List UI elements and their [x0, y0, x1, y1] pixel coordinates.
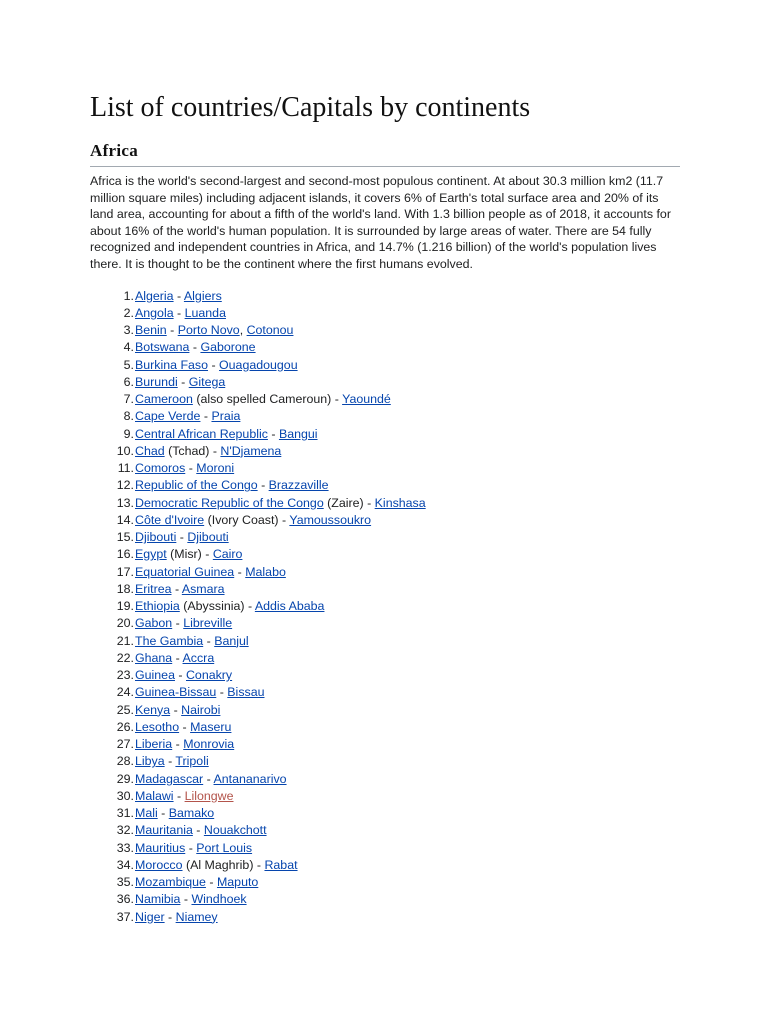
article [90, 88, 680, 926]
list-item-number: 15. [116, 530, 134, 545]
capital-link[interactable]: Niamey [175, 909, 218, 924]
country-alt-name: (Tchad) [168, 443, 210, 458]
capital-link[interactable]: Bangui [278, 426, 318, 441]
capital-link[interactable]: Bissau [227, 685, 265, 700]
list-item: 2. Angola - Luanda [90, 305, 680, 322]
list-item: 10. Chad (Tchad) - N'Djamena [90, 443, 680, 460]
country-alt-name: (Ivory Coast) [207, 512, 279, 527]
list-item: 32. Mauritania - Nouakchott [90, 822, 680, 839]
list-item-number: 33. [116, 840, 134, 855]
list-item-number: 24. [116, 685, 134, 700]
country-link[interactable]: Niger [135, 909, 165, 924]
list-item: 21. The Gambia - Banjul [90, 633, 680, 650]
list-item-number: 1. [123, 288, 134, 303]
list-item: 8. Cape Verde - Praia [90, 408, 680, 425]
list-item-number: 5. [123, 357, 134, 372]
list-item: 28. Libya - Tripoli [90, 753, 680, 770]
list-item-number: 11. [117, 461, 134, 476]
country-link[interactable]: Guinea-Bissau [135, 685, 217, 700]
country-link[interactable]: Chad [135, 443, 165, 458]
list-item-number: 4. [123, 340, 134, 355]
list-item: 37. Niger - Niamey [90, 909, 680, 926]
list-item: 34. Morocco (Al Maghrib) - Rabat [90, 857, 680, 874]
list-item: 35. Mozambique - Maputo [90, 874, 680, 891]
list-item: 36. Namibia - Windhoek [90, 891, 680, 908]
list-item-number: 13. [116, 495, 134, 510]
country-link[interactable]: Angola [135, 305, 174, 320]
list-item-number: 35. [116, 875, 134, 890]
capital-link[interactable]: Nairobi [181, 702, 221, 717]
country-alt-name: (also spelled Cameroun) [196, 392, 332, 407]
list-item: 30. Malawi - Lilongwe [90, 788, 680, 805]
list-item: 1. Algeria - Algiers [90, 288, 680, 305]
list-item: 16. Egypt (Misr) - Cairo [90, 546, 680, 563]
country-link[interactable]: Cape Verde [135, 409, 201, 424]
country-link[interactable]: Ghana [135, 650, 173, 665]
capital-link[interactable]: Algiers [183, 288, 222, 303]
country-link[interactable]: Democratic Republic of the Congo [135, 495, 324, 510]
list-item-number: 28. [116, 754, 134, 769]
capital-link[interactable]: Moroni [196, 461, 235, 476]
list-item: 13. Democratic Republic of the Congo (Zaire) - Kinshasa [90, 495, 680, 512]
list-item: 17. Equatorial Guinea - Malabo [90, 564, 680, 581]
capital-link[interactable]: Porto Novo [177, 323, 240, 338]
capital-link[interactable]: Yaoundé [342, 392, 391, 407]
list-item-number: 10. [116, 443, 134, 458]
list-item-number: 34. [116, 857, 134, 872]
list-item-number: 36. [116, 892, 134, 907]
capital-link[interactable]: Lilongwe [184, 788, 234, 803]
list-item: 4. Botswana - Gaborone [90, 339, 680, 356]
country-link[interactable]: Lesotho [135, 719, 180, 734]
list-item-number: 22. [116, 650, 134, 665]
country-link[interactable]: Eritrea [135, 581, 172, 596]
capital-link[interactable]: Antananarivo [213, 771, 287, 786]
capital-link[interactable]: Accra [182, 650, 215, 665]
capital-link[interactable]: Bamako [168, 806, 215, 821]
country-alt-name: (Misr) [170, 547, 202, 562]
country-link[interactable]: Egypt [135, 547, 167, 562]
list-item-number: 29. [116, 771, 134, 786]
capital-link[interactable]: Rabat [264, 857, 298, 872]
country-link[interactable]: Central African Republic [135, 426, 268, 441]
country-capital-list [90, 288, 680, 926]
country-link[interactable]: Morocco [135, 857, 183, 872]
capital-link[interactable]: Nouakchott [203, 823, 267, 838]
list-item-number: 30. [116, 788, 134, 803]
capital-link[interactable]: Maseru [190, 719, 232, 734]
list-item: 11. Comoros - Moroni [90, 460, 680, 477]
list-item-number: 19. [116, 599, 134, 614]
country-link[interactable]: Comoros [135, 461, 186, 476]
capital-link[interactable]: Luanda [184, 305, 226, 320]
list-item: 22. Ghana - Accra [90, 650, 680, 667]
list-item: 26. Lesotho - Maseru [90, 719, 680, 736]
country-link[interactable]: Equatorial Guinea [135, 564, 235, 579]
list-item-number: 32. [116, 823, 134, 838]
country-link[interactable]: Mauritius [135, 840, 186, 855]
country-link[interactable]: Libya [135, 754, 165, 769]
section-heading-africa: Africa [90, 138, 680, 167]
list-item-number: 26. [116, 719, 134, 734]
country-link[interactable]: Burundi [135, 374, 178, 389]
capital-link[interactable]: Gaborone [200, 340, 256, 355]
list-item-number: 20. [116, 616, 134, 631]
capital-link[interactable]: Banjul [214, 633, 249, 648]
list-item-number: 8. [123, 409, 134, 424]
capital-link[interactable]: Yamoussoukro [289, 512, 372, 527]
country-link[interactable]: Madagascar [135, 771, 204, 786]
country-link[interactable]: Gabon [135, 616, 173, 631]
capital-link[interactable]: Brazzaville [268, 478, 329, 493]
list-item-number: 25. [116, 702, 134, 717]
capital-link[interactable]: Malabo [245, 564, 286, 579]
country-link[interactable]: Burkina Faso [135, 357, 209, 372]
capital-link[interactable]: Cotonou [246, 323, 294, 338]
list-item: 9. Central African Republic - Bangui [90, 426, 680, 443]
country-link[interactable]: Côte d'Ivoire [135, 512, 205, 527]
list-item: 25. Kenya - Nairobi [90, 702, 680, 719]
capital-link[interactable]: Asmara [181, 581, 225, 596]
capital-link[interactable]: Ouagadougou [219, 357, 298, 372]
capital-link[interactable]: Conakry [185, 668, 233, 683]
country-link[interactable]: Botswana [135, 340, 190, 355]
list-item: 5. Burkina Faso - Ouagadougou [90, 357, 680, 374]
list-item: 14. Côte d'Ivoire (Ivory Coast) - Yamoussoukro [90, 512, 680, 529]
list-item: 3. Benin - Porto Novo, Cotonou [90, 322, 680, 339]
country-link[interactable]: Benin [135, 323, 167, 338]
list-item: 27. Liberia - Monrovia [90, 736, 680, 753]
list-item-number: 3. [123, 323, 134, 338]
capital-link[interactable]: Gitega [188, 374, 226, 389]
list-item-number: 6. [123, 374, 134, 389]
capital-link[interactable]: Maputo [216, 875, 259, 890]
country-link[interactable]: Liberia [135, 737, 173, 752]
list-item-number: 21. [116, 633, 134, 648]
capital-link[interactable]: Monrovia [183, 737, 235, 752]
list-item: 12. Republic of the Congo - Brazzaville [90, 477, 680, 494]
capital-link[interactable]: Tripoli [175, 754, 209, 769]
country-link[interactable]: Guinea [135, 668, 175, 683]
list-item-number: 16. [116, 547, 134, 562]
capital-link[interactable]: Kinshasa [374, 495, 426, 510]
capital-link[interactable]: N'Djamena [220, 443, 282, 458]
list-item: 7. Cameroon (also spelled Cameroun) - Yaoundé [90, 391, 680, 408]
country-link[interactable]: Namibia [135, 892, 181, 907]
list-item: 33. Mauritius - Port Louis [90, 840, 680, 857]
country-link[interactable]: The Gambia [135, 633, 204, 648]
capital-link[interactable]: Libreville [183, 616, 233, 631]
list-item-number: 27. [116, 737, 134, 752]
country-alt-name: (Abyssinia) [183, 599, 245, 614]
list-item: 15. Djibouti - Djibouti [90, 529, 680, 546]
country-link[interactable]: Kenya [135, 702, 171, 717]
capital-link[interactable]: Praia [211, 409, 241, 424]
list-item-number: 17. [116, 564, 134, 579]
country-link[interactable]: Republic of the Congo [135, 478, 258, 493]
list-item-number: 18. [116, 581, 134, 596]
country-link[interactable]: Mozambique [135, 875, 206, 890]
list-item: 23. Guinea - Conakry [90, 667, 680, 684]
country-link[interactable]: Mali [135, 806, 158, 821]
list-item: 6. Burundi - Gitega [90, 374, 680, 391]
country-link[interactable]: Algeria [135, 288, 174, 303]
list-item: 31. Mali - Bamako [90, 805, 680, 822]
country-link[interactable]: Cameroon [135, 392, 193, 407]
country-link[interactable]: Malawi [135, 788, 174, 803]
capital-link[interactable]: Djibouti [187, 530, 229, 545]
list-item: 20. Gabon - Libreville [90, 615, 680, 632]
list-item-number: 7. [123, 392, 134, 407]
section-intro: Africa is the world's second-largest and second-most populous continent. At about 30.3 million km2 (11.7 million square miles) including adjacent islands, it covers 6% of Earth's total surface area and 20% of its land area, accounting for about a fifth of the world's land. With 1.3 billion people as of 2018, it accounts for about 16% of the world's human population. It is surrounded by large areas of water. There are 54 fully recognized and independent countries in Africa, and 14.7% (1.216 billion) of the world's population lives there. It is thought to be the continent where the first humans evolved. [90, 174, 671, 271]
country-alt-name: (Zaire) [327, 495, 364, 510]
page-title: List of countries/Capitals by continents [90, 92, 531, 123]
list-item: 18. Eritrea - Asmara [90, 581, 680, 598]
list-item-number: 9. [123, 426, 134, 441]
country-link[interactable]: Mauritania [135, 823, 193, 838]
list-item-number: 2. [123, 305, 134, 320]
list-item-number: 23. [116, 668, 134, 683]
capital-link[interactable]: Windhoek [191, 892, 247, 907]
capital-link[interactable]: Port Louis [196, 840, 253, 855]
list-item-number: 14. [116, 512, 134, 527]
country-link[interactable]: Djibouti [135, 530, 177, 545]
list-item: 24. Guinea-Bissau - Bissau [90, 684, 680, 701]
list-item-number: 37. [116, 909, 134, 924]
list-item-number: 12. [116, 478, 134, 493]
country-link[interactable]: Ethiopia [135, 599, 180, 614]
country-alt-name: (Al Maghrib) [185, 857, 254, 872]
list-item: 19. Ethiopia (Abyssinia) - Addis Ababa [90, 598, 680, 615]
capital-link[interactable]: Cairo [212, 547, 243, 562]
list-item-number: 31. [116, 806, 134, 821]
capital-link[interactable]: Addis Ababa [254, 599, 325, 614]
list-item: 29. Madagascar - Antananarivo [90, 771, 680, 788]
